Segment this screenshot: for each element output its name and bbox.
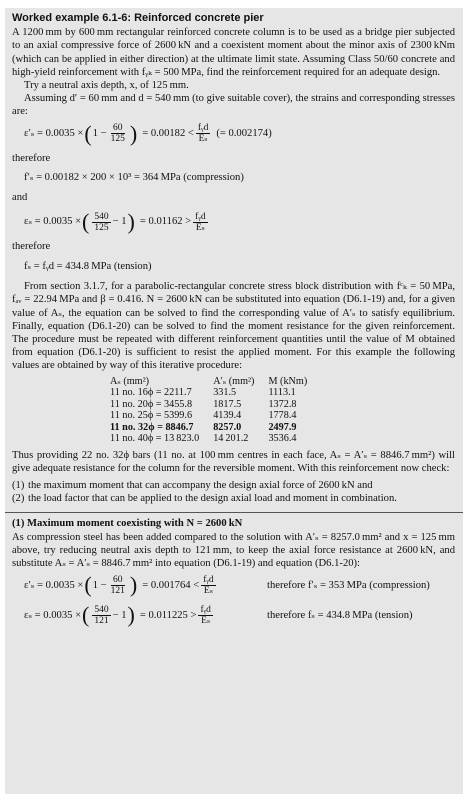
table-row-selected: 11 no. 32ϕ = 8846.7 8257.0 2497.9 [110,421,297,433]
section-divider [5,512,463,513]
eq6-fraction: $\frac{540}{121}$ [94,604,109,626]
intro-paragraph: A 1200 mm by 600 mm rectangular reinforced concrete column is to be used as a bridge pier subjected to an axial compressive force of 2600 kN and a coexistent moment about the minor axis of 2300 kNm (which can be applied in either direction) at the ultimate limit state. Assuming Class 50/60 concrete and high-yield reinforcement with fᵧₖ = 500 MPa, find the reinforcement required for an adequate design. [12,27,455,78]
eq5-fraction: $\frac{60}{121}$ [110,574,125,596]
eq3-result: = 0.01162 > [139,216,192,228]
eq5-result: therefore f′ₛ = 353 MPa (compression) [267,579,430,591]
and-label: and [12,191,28,203]
eq1-result: = 0.00182 < [142,128,194,140]
column-header-as-prime: A′ₛ (mm²) [213,375,255,387]
eq3-fyd-fraction: $\frac{\text{fᵧd}}{\text{Eₛ}}$ [195,211,206,233]
eq3-lhs: εₛ = 0.0035 × [24,216,82,228]
equation-compression-strain: ε′ₛ = 0.0035 × ( 1 − $\frac{60}{125}$ ) = 0.00182 < $\frac{\text{fᵧd}}{\text{Eₛ}}$ (= 0.002174) [24,120,272,146]
column-header-as: Aₛ (mm²) [110,375,150,387]
equation-tension-stress: fₛ = fᵧd = 434.8 MPa (tension) [24,260,152,272]
equation-tension-strain: εₛ = 0.0035 × ( $\frac{540}{125}$ − 1 ) = 0.01162 > $\frac{\text{fᵧd}}{\text{Eₛ}}$ [24,209,206,235]
iteration-table [110,376,321,445]
eq1-tail: (= 0.002174) [216,128,272,140]
check-list [12,479,455,505]
equation-tension-strain-121: εₛ = 0.0035 × ( $\frac{540}{121}$ − 1 ) = 0.011225 > $\frac{\text{fᵧd}}{\text{Eₛ}}$ therefore fₛ = 434.8 MPa (tension) [24,600,455,630]
therefore-label-2: therefore [12,241,51,253]
list-item: (2) the load factor that can be applied to the design axial load and moment in combination. [12,493,397,505]
try-line: Try a neutral axis depth, x, of 125 mm. [24,80,189,92]
table-row: 11 no. 20ϕ = 3455.8 1817.5 1372.8 [110,398,297,410]
subsection-paragraph: As compression steel has been added compared to the solution with A′ₛ = 8257.0 mm² and x = 125 mm above, try reducing neutral axis depth to 121 mm, to keep the axial force resistance at 2600 kN, and substitute Aₛ = A′ₛ = 8846.7 mm² into equation (D6.1-19) and equation (D6.1-20): [12,531,455,570]
table-row: 11 no. 16ϕ = 2211.7 331.5 1113.1 [110,387,296,399]
eq1-fyd-fraction: $\frac{\text{fᵧd}}{\text{Eₛ}}$ [197,123,209,145]
eq1-one-minus: 1 − [92,128,107,140]
worked-example-box [5,8,463,794]
eq3-fraction: $\frac{540}{125}$ [94,211,109,233]
list-item: (1) the maximum moment that can accompany the design axial force of 2600 kN and [12,480,373,492]
equation-compression-strain-121: ε′ₛ = 0.0035 × ( 1 − $\frac{60}{121}$ ) = 0.001764 < $\frac{\text{fᵧd}}{\text{Eₛ}}$ therefore f′ₛ = 353 MPa (compression) [24,570,455,600]
table-row: 11 no. 40ϕ = 13 823.0 14 201.2 3536.4 [110,433,297,445]
thus-paragraph: Thus providing 22 no. 32ϕ bars (11 no. at 100 mm centres in each face, Aₛ = A′ₛ = 8846.7 mm²) will give adequate resistance for the column for the reversible moment. With this reinforcement now check: [12,449,455,474]
eq1-lhs: ε′ₛ = 0.0035 × [24,128,84,140]
table-row: 11 no. 25ϕ = 5399.6 4139.4 1778.4 [110,410,297,422]
assuming-paragraph: Assuming d′ = 60 mm and d = 540 mm (to give suitable cover), the strains and corresponding stresses are: [12,93,455,118]
subsection-title: (1) Maximum moment coexisting with N = 2600 kN [12,518,243,530]
from-section-paragraph: From section 3.1.7, for a parabolic-rectangular concrete stress block distribution with fᶜₖ = 50 MPa, fₐᵥ = 22.94 MPa and β = 0.416. N = 2600 kN can be substituted into equation (D6.1-19) and, for a given value of Aₛ, the equation can be solved to find the corresponding value of A′ₛ to satisfy equilibrium. Finally, equation (D6.1-20) can be solved to find the moment resistance for the given reinforcement. The procedure must be repeated with different reinforcement quantities until the value of M obtained from equation (D6.1-20) is sufficient to resist the applied moment. For this example the following values are obtained by way of this iterative procedure: [12,281,455,372]
eq6-fyd-fraction: $\frac{\text{fᵧd}}{\text{Eₛ}}$ [200,604,211,626]
therefore-label-1: therefore [12,152,51,164]
table-header-row [110,376,321,388]
eq1-fraction: $\frac{60}{125}$ [110,123,125,145]
page-title: Worked example 6.1-6: Reinforced concrete pier [12,12,264,24]
column-header-m: M (kNm) [268,375,308,387]
eq6-result: therefore fₛ = 434.8 MPa (tension) [267,609,413,621]
equation-compression-stress: f′ₛ = 0.00182 × 200 × 10³ = 364 MPa (compression) [24,172,244,184]
eq5-fyd-fraction: $\frac{\text{fᵧd}}{\text{Eₛ}}$ [203,574,214,596]
